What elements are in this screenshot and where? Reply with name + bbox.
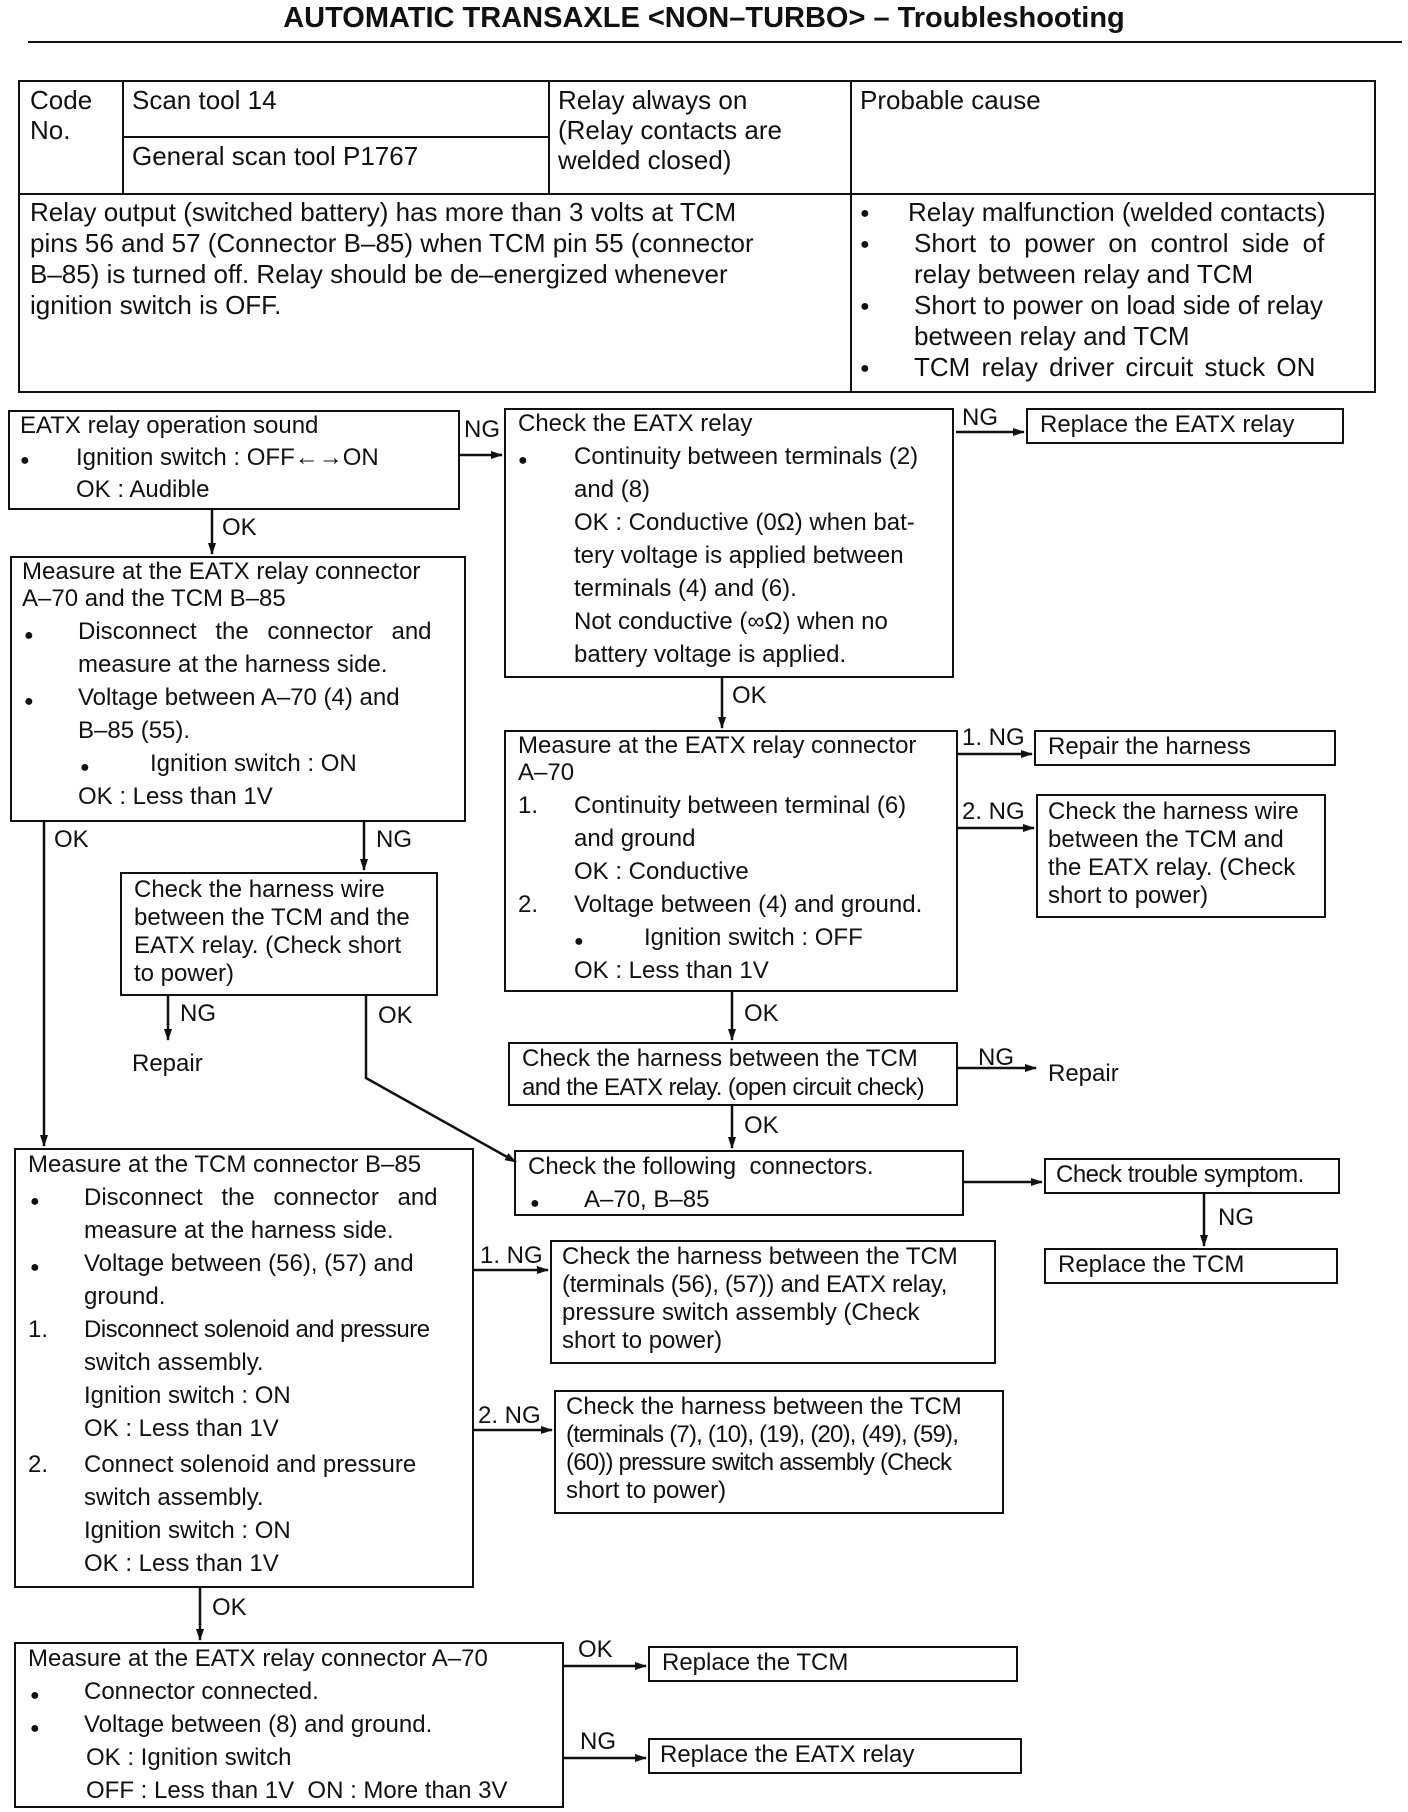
cause-item: TCM relay driver circuit stuck ON [914,352,1316,382]
step-number: 1. [518,792,539,819]
step-line: short to power) [566,1477,727,1504]
ng-label: NG [580,1728,616,1755]
fault-line-1: Relay always on [558,85,748,115]
step-title: Measure at the TCM connector B–85 [28,1151,422,1178]
probable-cause-header: Probable cause [860,85,1041,115]
step-line: Voltage between (8) and ground. [84,1711,433,1738]
step-title: Measure at the EATX relay connector [518,732,917,759]
ok-label: OK [222,514,257,541]
step-ok: OFF : Less than 1V ON : More than 3V [86,1777,508,1804]
ok-label: OK [378,1002,413,1029]
step-line: Check the harness wire [1048,798,1299,825]
step-number: 2. [28,1451,49,1478]
step-ok: OK : Less than 1V [84,1550,279,1577]
bullet-icon: ● [860,298,870,315]
bullet-icon: ● [20,452,30,469]
cause-item: Short to power on load side of relay [914,290,1324,320]
cause-item: relay between relay and TCM [914,259,1254,289]
step-title: A–70 and the TCM B–85 [22,585,286,612]
bullet-icon: ● [860,205,870,222]
step-line: switch assembly. [84,1349,264,1376]
step-line: between the TCM and [1048,826,1284,853]
step-line: the EATX relay. (Check [1048,854,1296,881]
cause-item: Relay malfunction (welded contacts) [908,197,1326,227]
bullet-icon: ● [860,360,870,377]
description-line: B–85) is turned off. Relay should be de–energized whenever [30,259,728,289]
step-ok: OK : Ignition switch [86,1744,292,1771]
cause-item: between relay and TCM [914,321,1190,351]
step-line: Check the harness between the TCM [566,1393,962,1420]
cause-item: Short to power on control side of [914,228,1325,258]
step-title: Check the following connectors. [528,1153,874,1180]
step-line: Ignition switch : ON [84,1517,291,1544]
step-line: Check the harness between the TCM [522,1045,918,1072]
step-title: Repair the harness [1048,733,1251,760]
step-line: Disconnect solenoid and pressure [84,1316,430,1343]
step-ok: OK : Less than 1V [84,1415,279,1442]
ng-label: NG [962,404,998,431]
step-title: Replace the TCM [662,1649,849,1676]
step-line: and ground [574,825,696,852]
step-line: EATX relay. (Check short [134,932,402,959]
step-title: Replace the EATX relay [1040,411,1295,438]
code-label-2: No. [30,115,71,145]
ok-label: OK [744,1112,779,1139]
ng-label: NG [1218,1204,1254,1231]
repair-text: Repair [132,1050,203,1077]
step-line: terminals (4) and (6). [574,575,797,602]
ok-label: OK [54,826,89,853]
step-line: Disconnect the connector and [78,618,432,645]
description-line: Relay output (switched battery) has more than 3 volts at TCM [30,197,737,227]
step-line: (terminals (56), (57)) and EATX relay, [562,1271,948,1298]
step-title: Measure at the EATX relay connector A–70 [28,1645,488,1672]
fault-line-3: welded closed) [558,145,732,175]
step-line: Continuity between terminals (2) [574,443,919,470]
ng-label: 2. NG [478,1402,541,1429]
step-line: Ignition switch : ON [150,750,357,777]
step-ok: OK : Audible [76,476,210,503]
scan-tool-code: Scan tool 14 [132,85,277,115]
ng-label: 2. NG [962,798,1025,825]
ok-label: OK [732,682,767,709]
step-title: Check the EATX relay [518,410,753,437]
step-line: B–85 (55). [78,717,191,744]
step-line: Check the harness between the TCM [562,1243,958,1270]
step-line: between the TCM and the [134,904,410,931]
step-title: Replace the TCM [1058,1251,1245,1278]
bullet-icon: ● [530,1195,540,1212]
step-line: Check the harness wire [134,876,385,903]
step-line: ground. [84,1283,166,1310]
step-line: short to power) [562,1327,723,1354]
step-title: Check trouble symptom. [1056,1161,1304,1188]
step-line: Voltage between (56), (57) and [84,1250,414,1277]
ok-label: OK [578,1636,613,1663]
step-line: measure at the harness side. [84,1217,394,1244]
page-title: AUTOMATIC TRANSAXLE <NON–TURBO> – Troubleshooting [283,2,1125,34]
bullet-icon: ● [860,236,870,253]
bullet-icon: ● [574,933,584,950]
bullet-icon: ● [30,1687,40,1704]
step-line: Voltage between (4) and ground. [574,891,923,918]
step-line: short to power) [1048,882,1209,909]
bullet-icon: ● [30,1193,40,1210]
step-line: OK : Conductive (0Ω) when bat- [574,509,915,536]
step-line: Not conductive (∞Ω) when no [574,608,888,635]
step-line: Ignition switch : OFF [644,924,863,951]
ok-label: OK [212,1594,247,1621]
bullet-icon: ● [30,1720,40,1737]
step-ok: OK : Less than 1V [574,957,769,984]
ng-label: NG [978,1044,1014,1071]
step-title: Replace the EATX relay [660,1741,915,1768]
step-line: to power) [134,960,235,987]
step-line: OK : Conductive [574,858,749,885]
ok-label: OK [744,1000,779,1027]
description-line: ignition switch is OFF. [30,290,282,320]
ng-label: NG [376,826,412,853]
step-title: EATX relay operation sound [20,412,319,439]
step-bullet: Ignition switch : OFF←→ON [76,444,379,471]
bullet-icon: ● [24,627,34,644]
step-line: (terminals (7), (10), (19), (20), (49), (59), [566,1421,959,1448]
ng-label: NG [180,1000,216,1027]
step-line: and (8) [574,476,651,503]
ng-label: 1. NG [962,724,1025,751]
step-line: Voltage between A–70 (4) and [78,684,400,711]
general-scan-tool-code: General scan tool P1767 [132,141,419,171]
fault-line-2: (Relay contacts are [558,115,782,145]
code-label-1: Code [30,85,93,115]
step-line: measure at the harness side. [78,651,388,678]
step-line: A–70, B–85 [584,1186,710,1213]
step-line: Continuity between terminal (6) [574,792,907,819]
step-number: 2. [518,891,539,918]
ng-label: 1. NG [480,1242,543,1269]
step-line: Connector connected. [84,1678,319,1705]
bullet-icon: ● [30,1259,40,1276]
step-line: Ignition switch : ON [84,1382,291,1409]
step-line: Disconnect the connector and [84,1184,438,1211]
step-line: switch assembly. [84,1484,264,1511]
repair-text: Repair [1048,1060,1119,1087]
step-title: Measure at the EATX relay connector [22,558,421,585]
ng-label: NG [464,416,500,443]
bullet-icon: ● [518,452,528,469]
description-line: pins 56 and 57 (Connector B–85) when TCM pin 55 (connector [30,228,754,258]
step-line: and the EATX relay. (open circuit check) [522,1074,924,1101]
step-title: A–70 [518,759,575,786]
bullet-icon: ● [24,693,34,710]
step-ok: OK : Less than 1V [78,783,273,810]
step-line: tery voltage is applied between [574,542,904,569]
step-line: (60)) pressure switch assembly (Check [566,1449,952,1476]
step-line: pressure switch assembly (Check [562,1299,920,1326]
step-line: battery voltage is applied. [574,641,847,668]
bullet-icon: ● [80,759,90,776]
step-line: Connect solenoid and pressure [84,1451,417,1478]
step-number: 1. [28,1316,49,1343]
